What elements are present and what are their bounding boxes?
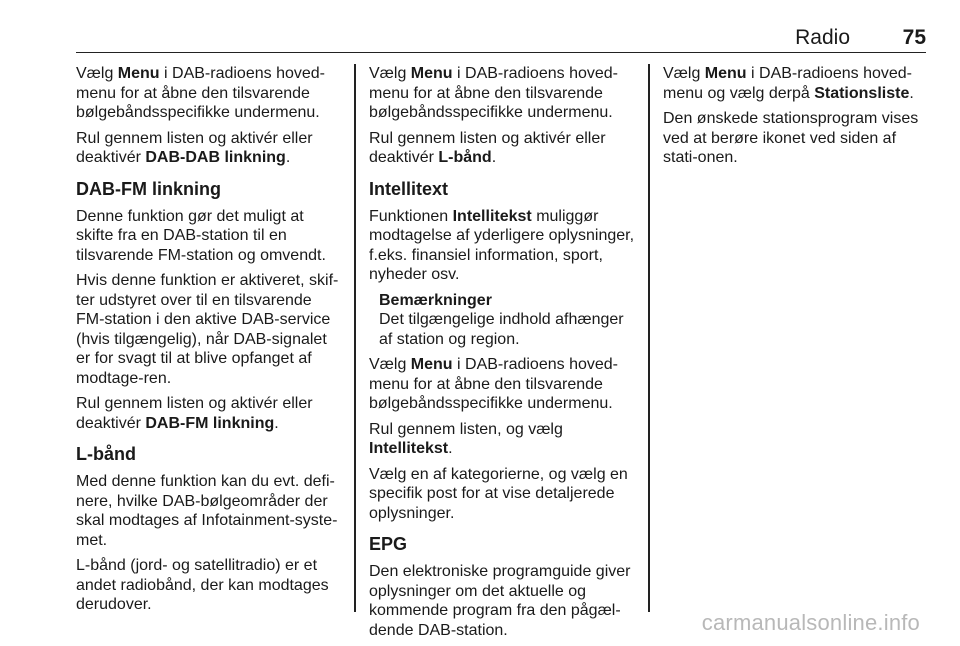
paragraph: Funktionen Intellitekst muliggør modtagelse af yderligere oplysninger, f.eks. finansiel information, sport, nyheder osv.: [369, 207, 635, 283]
menu-term: DAB-DAB linkning: [145, 149, 286, 166]
menu-term: L-bånd: [438, 149, 492, 166]
paragraph: Vælg Menu i DAB-radioens hoved-menu for at åbne den tilsvarende bølgebåndsspecifikke undermenu.: [369, 65, 618, 121]
menu-term: Intellitekst: [452, 207, 532, 225]
paragraph: Den ønskede stationsprogram vises ved at berøre ikonet ved siden af stati-onen.: [663, 110, 919, 166]
paragraph: Rul gennem listen, og vælg Intellitekst.: [369, 420, 563, 457]
heading-epg: EPG: [369, 534, 408, 554]
paragraph: Denne funktion gør det muligt at skifte fra en DAB-station til en tilsvarende FM-station og omvendt.: [76, 207, 326, 264]
paragraph: Rul gennem listen og aktivér eller deaktivér DAB-FM linkning.: [76, 395, 313, 432]
page-header: [76, 26, 926, 53]
paragraph: Vælg Menu i DAB-radioens hoved-menu for at åbne den tilsvarende bølgebåndsspecifikke undermenu.: [369, 356, 618, 412]
menu-term: Menu: [410, 356, 453, 373]
paragraph: Den elektroniske programguide giver oplysninger om det aktuelle og kommende program fra den pågæl-dende DAB-station.: [369, 563, 631, 639]
heading-l-band: L-bånd: [76, 444, 136, 464]
menu-term: Intellitekst: [369, 440, 449, 457]
heading-intellitext: Intellitext: [369, 178, 449, 199]
paragraph: L-bånd (jord- og satellitradio) er et andet radiobånd, der kan modtages derudover.: [76, 557, 329, 613]
paragraph: Med denne funktion kan du evt. defi-nere, hvilke DAB-bølgeområder der skal modtages af Infotainment-syste-met.: [76, 473, 338, 549]
watermark: carmanualsonline.info: [701, 610, 920, 635]
column-divider: [648, 64, 650, 612]
menu-term: Menu: [410, 65, 453, 82]
page-number: 75: [902, 26, 926, 49]
menu-term: Menu: [704, 65, 747, 82]
paragraph: Hvis denne funktion er aktiveret, skif-ter udstyret over til en tilsvarende FM-station i den aktive DAB-service (hvis tilgængelig), når DAB-signalet er for svagt til at blive opfanget af modtage-ren.: [76, 272, 339, 387]
column-3: [663, 64, 931, 174]
note-text: Det tilgængelige indhold afhænger af station og region.: [379, 311, 624, 348]
column-divider: [354, 64, 356, 612]
heading-dab-fm-linkning: DAB-FM linkning: [76, 178, 221, 199]
section-title: Radio: [795, 26, 850, 49]
column-2: [369, 64, 639, 646]
note-title: Bemærkninger: [379, 291, 492, 309]
menu-term: Stationsliste: [814, 84, 910, 102]
paragraph: Rul gennem listen og aktivér eller deaktivér L-bånd.: [369, 129, 606, 166]
paragraph: Rul gennem listen og aktivér eller deaktivér DAB-DAB linkning.: [76, 129, 313, 166]
paragraph: Vælg Menu i DAB-radioens hoved-menu for at åbne den tilsvarende bølgebåndsspecifikke undermenu.: [76, 65, 325, 121]
menu-term: Menu: [117, 65, 160, 82]
menu-term: DAB-FM linkning: [145, 414, 275, 432]
paragraph: Vælg Menu i DAB-radioens hoved-menu og vælg derpå Stationsliste.: [663, 65, 914, 102]
paragraph: Vælg en af kategorierne, og vælg en specifik post for at vise detaljerede oplysninger.: [369, 465, 628, 522]
column-1: [76, 64, 344, 621]
note-box: [369, 291, 639, 350]
